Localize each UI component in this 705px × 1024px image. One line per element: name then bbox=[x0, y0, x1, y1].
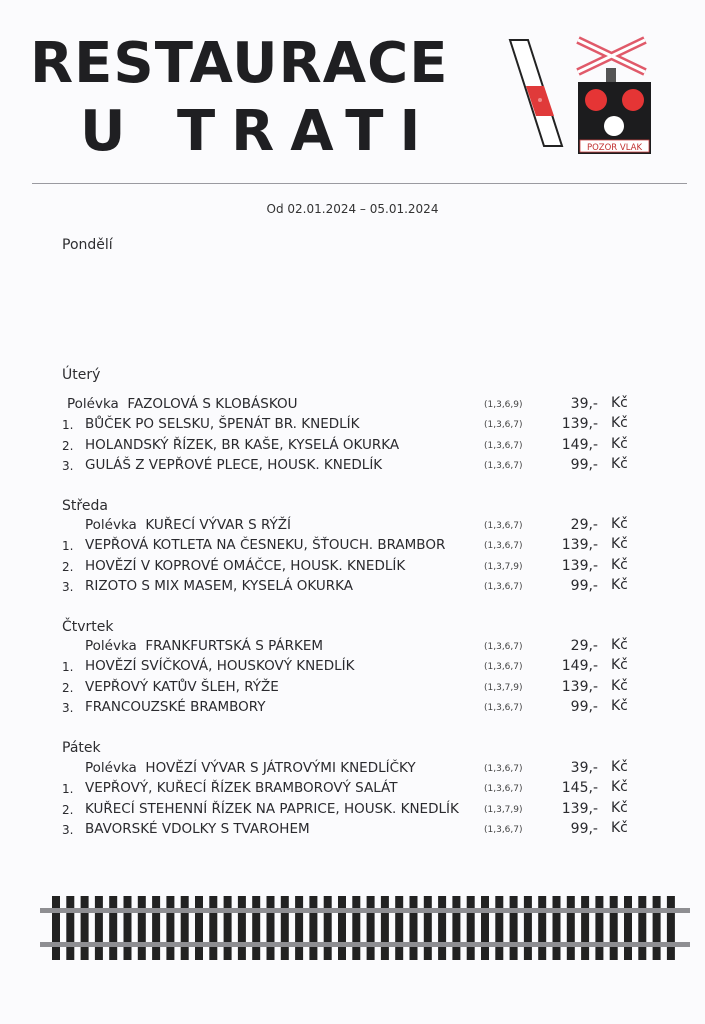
price: 39,- bbox=[570, 760, 598, 776]
allergens: (1,3,6,7) bbox=[484, 784, 523, 795]
currency: Kč bbox=[611, 657, 628, 674]
rail-sleeper bbox=[352, 896, 360, 960]
rail-sleeper bbox=[424, 896, 432, 960]
rail-sleeper bbox=[95, 896, 103, 960]
soup-label: Polévka bbox=[85, 760, 137, 776]
rail-sleeper bbox=[81, 896, 89, 960]
allergens: (1,3,6,7) bbox=[484, 764, 523, 774]
rail-sleeper bbox=[138, 896, 146, 960]
rail-sleeper bbox=[109, 896, 117, 960]
rail-sleeper bbox=[252, 896, 260, 960]
day-heading: Čtvrtek bbox=[62, 619, 114, 635]
soup-row bbox=[0, 638, 705, 658]
day-heading: Pondělí bbox=[62, 237, 113, 253]
item-number: 3. bbox=[62, 579, 74, 594]
item-number: 3. bbox=[62, 822, 74, 837]
item-number: 3. bbox=[62, 458, 74, 473]
currency: Kč bbox=[611, 556, 628, 573]
soup-row bbox=[0, 760, 705, 780]
price: 39,- bbox=[570, 396, 598, 412]
rail-sleeper bbox=[381, 896, 389, 960]
day-heading: Středa bbox=[62, 498, 108, 514]
rail-sleeper bbox=[338, 896, 346, 960]
currency: Kč bbox=[611, 415, 628, 432]
allergens: (1,3,6,7) bbox=[484, 824, 523, 835]
crossing-signal-icon bbox=[578, 40, 651, 154]
menu-item-row bbox=[0, 437, 705, 457]
allergens: (1,3,6,9) bbox=[484, 400, 523, 410]
price: 99,- bbox=[570, 577, 598, 594]
allergens: (1,3,7,9) bbox=[484, 561, 523, 572]
rail-sleeper bbox=[653, 896, 661, 960]
menu-item-row bbox=[0, 558, 705, 578]
price: 29,- bbox=[570, 517, 598, 533]
dish-name: VEPŘOVÝ, KUŘECÍ ŘÍZEK BRAMBOROVÝ SALÁT bbox=[85, 780, 398, 797]
price: 29,- bbox=[570, 638, 598, 654]
dish-name: HOVĚZÍ SVÍČKOVÁ, HOUSKOVÝ KNEDLÍK bbox=[85, 658, 355, 675]
rail-sleeper bbox=[281, 896, 289, 960]
currency: Kč bbox=[611, 435, 628, 452]
rail-sleeper bbox=[166, 896, 174, 960]
currency: Kč bbox=[611, 779, 628, 796]
restaurant-title-line2: U TRATI bbox=[80, 99, 437, 164]
allergens: (1,3,6,7) bbox=[484, 662, 523, 673]
price: 149,- bbox=[561, 658, 598, 675]
rail-sleeper bbox=[395, 896, 403, 960]
rail-sleeper bbox=[452, 896, 460, 960]
item-number: 3. bbox=[62, 700, 74, 715]
allergens: (1,3,6,7) bbox=[484, 541, 523, 552]
soup-item bbox=[85, 517, 291, 533]
railway-track-image bbox=[40, 888, 690, 968]
dish-name: FRANCOUZSKÉ BRAMBORY bbox=[85, 698, 266, 715]
rail-sleeper bbox=[524, 896, 532, 960]
rail-sleeper bbox=[581, 896, 589, 960]
rail-sleeper bbox=[553, 896, 561, 960]
currency: Kč bbox=[611, 455, 628, 472]
currency: Kč bbox=[611, 536, 628, 553]
item-number: 2. bbox=[62, 559, 74, 574]
menu-item-row bbox=[0, 457, 705, 477]
rail-sleeper bbox=[481, 896, 489, 960]
dish-name: BŮČEK PO SELSKU, ŠPENÁT BR. KNEDLÍK bbox=[85, 416, 360, 433]
item-number: 1. bbox=[62, 418, 74, 433]
rail-sleeper bbox=[367, 896, 375, 960]
rail-sleeper bbox=[195, 896, 203, 960]
day-heading: Úterý bbox=[62, 367, 101, 383]
currency: Kč bbox=[611, 819, 628, 836]
date-range: Od 02.01.2024 – 05.01.2024 bbox=[266, 202, 439, 216]
rail-sleeper bbox=[510, 896, 518, 960]
price: 139,- bbox=[561, 537, 598, 554]
soup-item bbox=[67, 396, 297, 412]
railway-crossing-logo bbox=[500, 34, 660, 159]
price: 139,- bbox=[561, 678, 598, 695]
dish-name: VEPŘOVÁ KOTLETA NA ČESNEKU, ŠŤOUCH. BRAMBOR bbox=[85, 537, 446, 554]
menu-item-row bbox=[0, 821, 705, 841]
rail-sleeper bbox=[267, 896, 275, 960]
rail-sleeper bbox=[209, 896, 217, 960]
rail-sleeper bbox=[495, 896, 503, 960]
dish-name: KUŘECÍ STEHENNÍ ŘÍZEK NA PAPRICE, HOUSK. KNEDLÍK bbox=[85, 800, 459, 817]
rail-sleeper bbox=[610, 896, 618, 960]
rail-sleeper bbox=[538, 896, 546, 960]
currency: Kč bbox=[611, 677, 628, 694]
item-number: 1. bbox=[62, 660, 74, 675]
restaurant-title-line1: RESTAURACE bbox=[30, 31, 449, 96]
dish-name: KUŘECÍ VÝVAR S RÝŽÍ bbox=[145, 517, 292, 533]
rail-sleeper bbox=[410, 896, 418, 960]
rail-sleeper bbox=[567, 896, 575, 960]
rail-sleeper bbox=[467, 896, 475, 960]
dish-name: HOVĚZÍ VÝVAR S JÁTROVÝMI KNEDLÍČKY bbox=[145, 760, 416, 776]
rail-sleeper bbox=[309, 896, 317, 960]
soup-label: Polévka bbox=[85, 517, 137, 533]
allergens: (1,3,7,9) bbox=[484, 682, 523, 693]
currency: Kč bbox=[611, 576, 628, 593]
currency: Kč bbox=[611, 637, 628, 653]
soup-label: Polévka bbox=[85, 638, 137, 654]
rail-sleeper bbox=[124, 896, 132, 960]
rail-sleeper bbox=[638, 896, 646, 960]
day-heading: Pátek bbox=[62, 740, 101, 756]
rail-sleeper bbox=[324, 896, 332, 960]
allergens: (1,3,7,9) bbox=[484, 804, 523, 815]
menu-item-row bbox=[0, 416, 705, 436]
rail-sleeper bbox=[438, 896, 446, 960]
allergens: (1,3,6,7) bbox=[484, 581, 523, 592]
allergens: (1,3,6,7) bbox=[484, 460, 523, 471]
dish-name: RIZOTO S MIX MASEM, KYSELÁ OKURKA bbox=[85, 577, 353, 594]
allergens: (1,3,6,7) bbox=[484, 702, 523, 713]
rail-sleeper bbox=[295, 896, 303, 960]
soup-item bbox=[85, 760, 416, 776]
menu-item-row bbox=[0, 658, 705, 678]
currency: Kč bbox=[611, 516, 628, 532]
menu-item-row bbox=[0, 780, 705, 800]
item-number: 2. bbox=[62, 680, 74, 695]
currency: Kč bbox=[611, 697, 628, 714]
rail-sleeper bbox=[595, 896, 603, 960]
rail-sleeper bbox=[52, 896, 60, 960]
sign-text: POZOR VLAK bbox=[586, 143, 643, 153]
dish-name: VEPŘOVÝ KATŮV ŠLEH, RÝŽE bbox=[85, 678, 279, 695]
menu-item-row bbox=[0, 578, 705, 598]
price: 139,- bbox=[561, 557, 598, 574]
allergens: (1,3,6,7) bbox=[484, 642, 523, 652]
rail-sleeper bbox=[667, 896, 675, 960]
dish-name: HOVĚZÍ V KOPROVÉ OMÁČCE, HOUSK. KNEDLÍK bbox=[85, 557, 406, 574]
price: 139,- bbox=[561, 416, 598, 433]
menu-item-row bbox=[0, 801, 705, 821]
currency: Kč bbox=[611, 759, 628, 775]
price: 149,- bbox=[561, 436, 598, 453]
price: 99,- bbox=[570, 820, 598, 837]
dish-name: FAZOLOVÁ S KLOBÁSKOU bbox=[127, 396, 298, 412]
currency: Kč bbox=[611, 395, 628, 411]
rail-sleeper bbox=[66, 896, 74, 960]
dish-name: BAVORSKÉ VDOLKY S TVAROHEM bbox=[85, 820, 310, 837]
item-number: 2. bbox=[62, 802, 74, 817]
dish-name: FRANKFURTSKÁ S PÁRKEM bbox=[145, 638, 323, 654]
allergens: (1,3,6,7) bbox=[484, 420, 523, 431]
header-divider bbox=[32, 183, 687, 184]
rail-sleeper bbox=[152, 896, 160, 960]
barrier-icon bbox=[510, 40, 562, 146]
rail-sleeper bbox=[224, 896, 232, 960]
soup-row bbox=[0, 517, 705, 537]
price: 139,- bbox=[561, 800, 598, 817]
soup-item bbox=[85, 638, 323, 654]
allergens: (1,3,6,7) bbox=[484, 440, 523, 451]
rail-sleeper bbox=[238, 896, 246, 960]
soup-row bbox=[0, 396, 705, 416]
price: 99,- bbox=[570, 456, 598, 473]
price: 145,- bbox=[561, 780, 598, 797]
menu-item-row bbox=[0, 679, 705, 699]
dish-name: GULÁŠ Z VEPŘOVÉ PLECE, HOUSK. KNEDLÍK bbox=[85, 456, 383, 473]
menu-item-row bbox=[0, 699, 705, 719]
menu-item-row bbox=[0, 537, 705, 557]
rail-sleeper bbox=[181, 896, 189, 960]
item-number: 2. bbox=[62, 438, 74, 453]
item-number: 1. bbox=[62, 782, 74, 797]
currency: Kč bbox=[611, 799, 628, 816]
soup-label: Polévka bbox=[67, 396, 119, 412]
rail-sleeper bbox=[624, 896, 632, 960]
price: 99,- bbox=[570, 698, 598, 715]
item-number: 1. bbox=[62, 539, 74, 554]
allergens: (1,3,6,7) bbox=[484, 521, 523, 531]
dish-name: HOLANDSKÝ ŘÍZEK, BR KAŠE, KYSELÁ OKURKA bbox=[85, 436, 400, 453]
